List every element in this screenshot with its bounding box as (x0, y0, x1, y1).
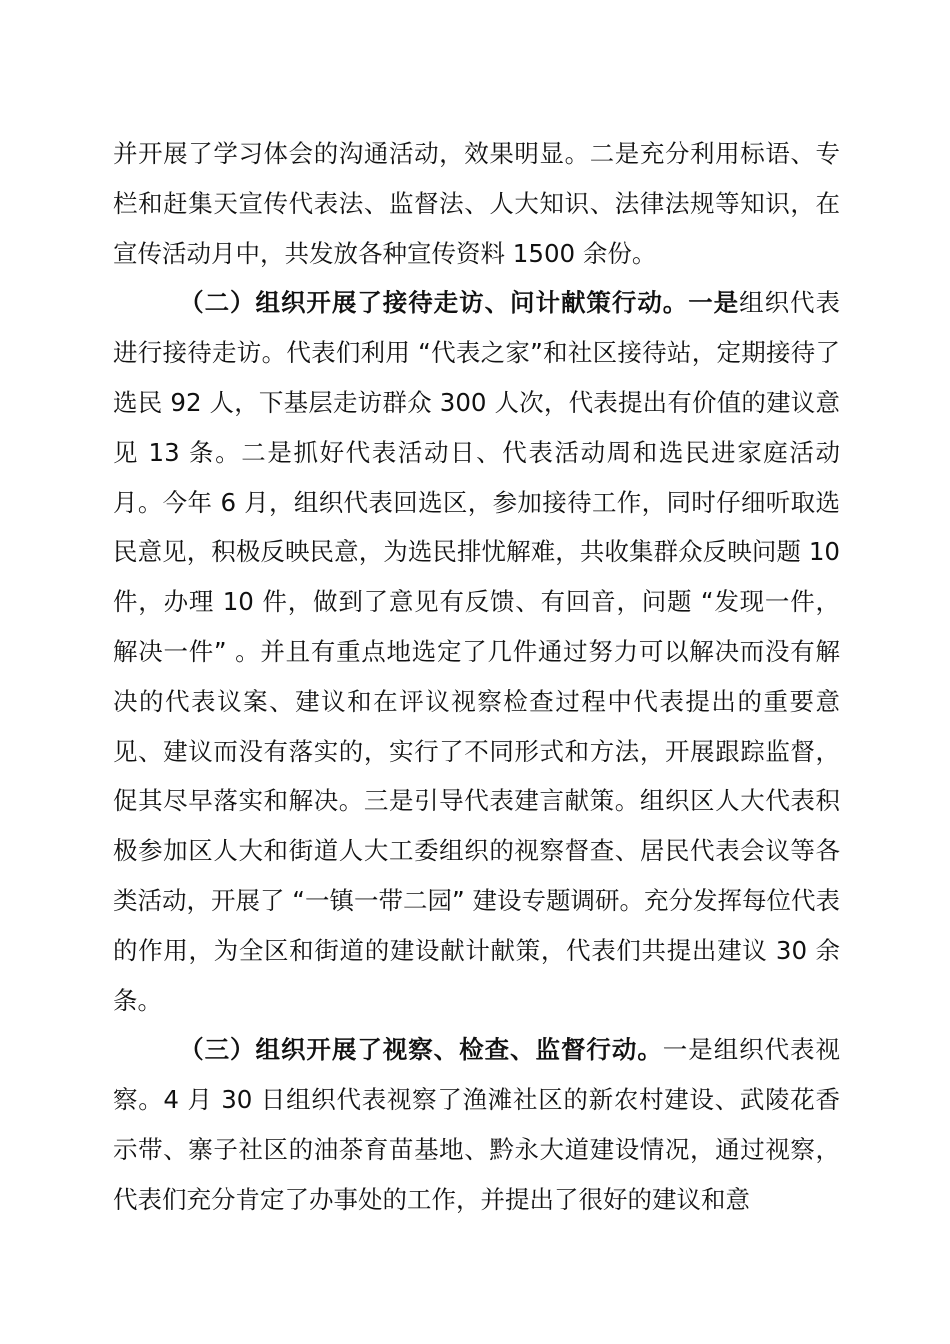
paragraph-1 (113, 129, 840, 278)
section-2-heading: （二）组织开展了接待走访、问计献策行动。一是 (179, 288, 740, 318)
section-3-heading: （三）组织开展了视察、检查、监督行动。 (179, 1035, 663, 1065)
document-body (113, 129, 840, 1225)
paragraph-3 (113, 1025, 840, 1224)
paragraph-1-text: 并开展了学习体会的沟通活动，效果明显。二是充分利用标语、专栏和赶集天宣传代表法、监督法、人大知识、法律法规等知识，在宣传活动月中，共发放各种宣传资料 1500 余份。 (113, 139, 840, 268)
paragraph-2-text: 组织代表进行接待走访。代表们利用 “代表之家”和社区接待站，定期接待了选民 92 人，下基层走访群众 300 人次，代表提出有价值的建议意见 13 条。二是抓好代表活动日、代表活动周和选民进家庭活动月。今年 6 月，组织代表回选区，参加接待工作，同时仔细听取选民意见，积极反映民意，为选民排忧解难，共收集群众反映问题 10 件，办理 10 件，做到了意见有反馈、有回音，问题 “发现一件，解决一件” 。并且有重点地选定了几件通过努力可以解决而没有解决的代表议案、建议和在评议视察检查过程中代表提出的重要意见、建议而没有落实的，实行了不同形式和方法，开展跟踪监督，促其尽早落实和解决。三是引导代表建言献策。组织区人大代表积极参加区人大和街道人大工委组织的视察督查、居民代表会议等各类活动，开展了 “一镇一带二园” 建设专题调研。充分发挥每位代表的作用，为全区和街道的建设献计献策，代表们共提出建议 30 余条。 (113, 288, 841, 1015)
paragraph-2 (113, 278, 840, 1025)
paragraph-3-text: 一是组织代表视察。4 月 30 日组织代表视察了渔滩社区的新农村建设、武陵花香示带、寨子社区的油茶育苗基地、黔永大道建设情况，通过视察，代表们充分肯定了办事处的工作，并提出了很好的建议和意 (113, 1035, 841, 1214)
